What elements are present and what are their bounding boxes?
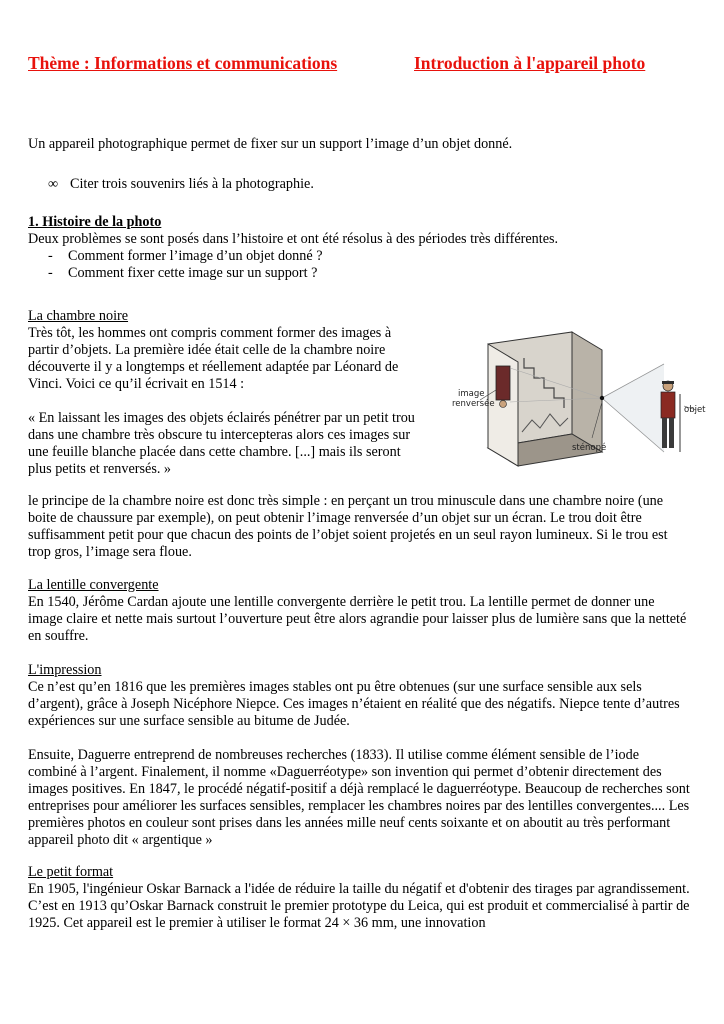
impression-section — [28, 662, 690, 849]
subsection-heading: La lentille convergente — [28, 577, 159, 593]
paragraph-text: le principe de la chambre noire est donc très simple : en perçant un trou minuscule dans une chambre noire (une boite de chaussure par exemple), on peut obtenir l’image renversée d’un objet sur un écran. Le trou doit être suffisamment petit pour que chacun des points de l’objet soient projetés en un seul rayon lumineux. Si le trou est trop gros, l’image sera floue. — [28, 493, 668, 560]
quote-line: plus petits et renversés. » — [28, 461, 172, 477]
dash-marker: - — [48, 265, 53, 281]
text-line: découverte il y a longtemps et réellement adaptée par Léonard de — [28, 359, 399, 375]
chambre-principle-paragraph — [28, 493, 690, 561]
quote-line: dans une chambre très obscure tu intercepteras alors ces images sur — [28, 427, 411, 443]
lentille-section — [28, 577, 690, 645]
section-lead: Deux problèmes se sont posés dans l’histoire et ont été résolus à des périodes très différentes. — [28, 231, 559, 247]
paragraph-text: Ce n’est qu’en 1816 que les premières images stables ont pu être obtenues (sur une surface sensible aux sels d’argent), grâce à Joseph Nicéphore Niepce. Ces images n’étaient en réalité que des négatifs. Niepce tente d’autres expériences sur une surface sensible au bitume de Judée. — [28, 679, 680, 729]
subsection-heading: L'impression — [28, 662, 102, 678]
list-item-text: Comment former l’image d’un objet donné ? — [68, 248, 323, 264]
text-line: partir d’objets. La première idée était celle de la chambre noire — [28, 342, 386, 358]
dash-marker: - — [48, 248, 53, 264]
paragraph-text: En 1540, Jérôme Cardan ajoute une lentille convergente derrière le petit trou. La lentille permet de donner une image claire et nette mais surtout l’ouverture peut être alors agrandie pour laisser plus de lumière sans que la netteté en souffre. — [28, 594, 687, 644]
subsection-heading: La chambre noire — [28, 308, 129, 324]
label-objet: objet — [684, 405, 706, 415]
section-histoire — [28, 214, 690, 282]
section-heading: 1. Histoire de la photo — [28, 214, 162, 230]
subsection-heading: Le petit format — [28, 864, 114, 880]
list-item — [28, 248, 690, 265]
theme-heading: Thème : Informations et communications — [28, 53, 338, 73]
quote-line: une feuille blanche placée dans cette chambre. [...] mais ils seront — [28, 444, 401, 460]
list-item-text: Comment fixer cette image sur un support ? — [68, 265, 318, 281]
task-text: Citer trois souvenirs liés à la photographie. — [70, 176, 314, 192]
label-stenope: sténopé — [572, 443, 607, 453]
paragraph-text: En 1905, l'ingénieur Oskar Barnack a l'idée de réduire la taille du négatif et d'obtenir des tirages par agrandissement. C’est en 1913 qu’Oskar Barnack construit le premier prototype du Leica, qui est produit et commercialisé à partir de 1925. Cet appareil est le premier à utiliser le format 24 × 36 mm, une innovation — [28, 881, 690, 931]
petit-format-section — [28, 864, 690, 932]
camera-obscura-illustration — [452, 324, 710, 472]
list-item — [28, 265, 690, 282]
paragraph-text: Ensuite, Daguerre entreprend de nombreuses recherches (1833). Il utilise comme élément sensible de l’iode combiné à l’argent. Finalement, il nomme «Daguerréotype» son invention qui permet d’obtenir directement des images positives. En 1847, le procédé négatif-positif a déjà remplacé le daguerréotype. Beaucoup de recherches sont entreprises pour améliorer les surfaces sensibles, remplacer les chambres noires par des lentilles convergentes.... Les premières photos en couleur sont prises dans les années mille neuf cents soixante et on aboutit au très performant appareil photo dit « argentique » — [28, 747, 690, 848]
quote-line: « En laissant les images des objets éclairés pénétrer par un petit trou — [28, 410, 415, 426]
page-title: Introduction à l'appareil photo — [414, 53, 646, 73]
label-image: image — [458, 389, 485, 399]
camera-obscura-drawing — [452, 324, 710, 472]
text-line: Très tôt, les hommes ont compris comment former des images à — [28, 325, 392, 341]
infinity-bullet-icon: ∞ — [48, 176, 59, 192]
task-item — [48, 176, 314, 193]
intro-paragraph: Un appareil photographique permet de fixer sur un support l’image d’un objet donné. — [28, 136, 513, 152]
text-line: Vinci. Voici ce qu’il écrivait en 1514 : — [28, 376, 245, 392]
label-renversee: renversée — [452, 399, 495, 409]
chambre-noire-section — [28, 308, 448, 478]
